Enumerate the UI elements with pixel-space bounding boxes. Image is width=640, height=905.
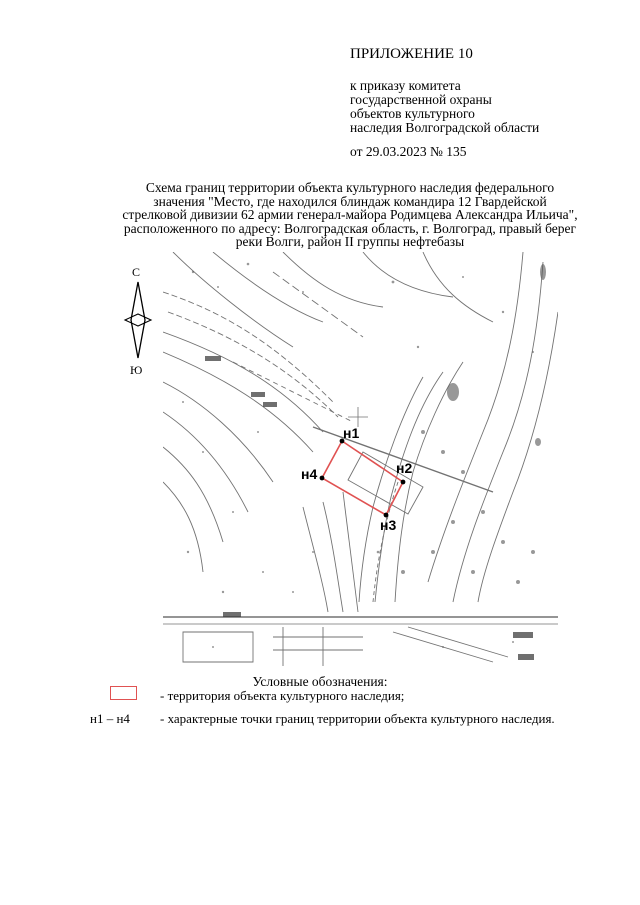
compass-north-label: С (132, 265, 141, 279)
appendix-title: ПРИЛОЖЕНИЕ 10 (350, 46, 473, 62)
map-elevation-marks (205, 356, 534, 660)
topographic-background (163, 252, 558, 666)
compass-south-label: Ю (130, 363, 143, 377)
legend-heading: Условные обозначения: (252, 674, 388, 689)
point-label-n2: н2 (396, 460, 413, 476)
scheme-title-line: Схема границ территории объекта культурного наследия федерального (145, 180, 555, 195)
order-date-number: от 29.03.2023 № 135 (350, 144, 467, 159)
cadastral-map (163, 252, 558, 666)
legend-points-desc: - характерные точки границ территории объекта культурного наследия. (160, 711, 555, 726)
order-line: к приказу комитета (350, 78, 461, 93)
scheme-title-line: реки Волги, район II группы нефтебазы (235, 234, 465, 249)
point-label-n4: н4 (301, 466, 318, 482)
order-line: наследия Волгоградской области (350, 120, 540, 135)
legend-points-code: н1 – н4 (90, 711, 130, 726)
scheme-title-line: стрелковой дивизии 62 армии генерал-майора Родимцева Александра Ильича", (122, 207, 578, 222)
compass-rose-icon (118, 262, 158, 377)
legend-territory-desc: - территория объекта культурного наследия; (160, 688, 405, 703)
appendix-order-text (350, 79, 539, 135)
scheme-title-line: значения "Место, где находился блиндаж командира 12 Гвардейской (153, 193, 547, 209)
boundary-point-n2 (401, 480, 406, 485)
point-label-n3: н3 (380, 517, 397, 533)
scheme-title (80, 181, 620, 249)
scheme-title-line: расположенного по адресу: Волгоградская область, г. Волгоград, правый берег (123, 220, 577, 236)
boundary-point-n4 (320, 476, 325, 481)
order-line: государственной охраны (350, 92, 492, 107)
order-line: объектов культурного (350, 106, 475, 121)
territory-swatch (110, 686, 137, 700)
point-label-n1: н1 (343, 425, 360, 441)
